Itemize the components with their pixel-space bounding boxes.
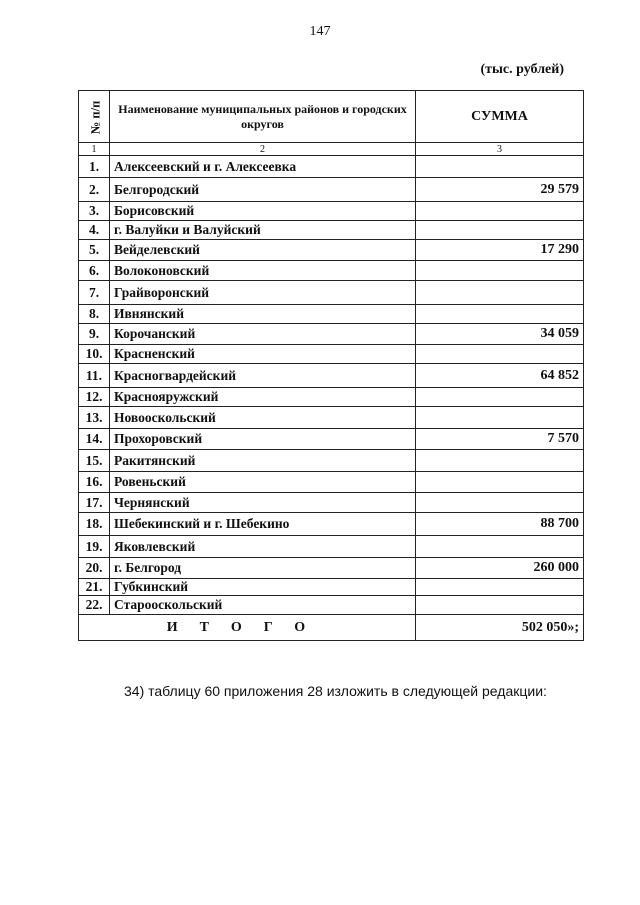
row-number: 13. xyxy=(79,407,110,429)
row-name: Прохоровский xyxy=(110,429,416,450)
row-number: 1. xyxy=(79,156,110,178)
row-name: Волоконовский xyxy=(110,261,416,281)
table-row xyxy=(79,305,584,324)
row-name: Алексеевский и г. Алексеевка xyxy=(110,156,416,178)
row-name: Ивнянский xyxy=(110,305,416,324)
table-row xyxy=(79,221,584,240)
row-name: г. Белгород xyxy=(110,558,416,579)
page-number: 147 xyxy=(309,24,331,39)
row-name: Ракитянский xyxy=(110,450,416,472)
row-sum: 7 570 xyxy=(416,429,584,450)
row-name: Вейделевский xyxy=(110,240,416,261)
row-name: Краснояружский xyxy=(110,388,416,407)
row-name: Красненский xyxy=(110,345,416,364)
row-sum: 260 000 xyxy=(416,558,584,579)
total-label: ИТОГО xyxy=(79,615,416,641)
table-row xyxy=(79,513,584,536)
table-row xyxy=(79,472,584,493)
row-number: 12. xyxy=(79,388,110,407)
row-sum xyxy=(416,156,584,178)
row-sum xyxy=(416,261,584,281)
row-number: 9. xyxy=(79,324,110,345)
column-index-row xyxy=(79,143,584,156)
row-name: Шебекинский и г. Шебекино xyxy=(110,513,416,536)
row-name: Ровеньский xyxy=(110,472,416,493)
row-sum xyxy=(416,493,584,513)
table-row xyxy=(79,364,584,388)
table-row xyxy=(79,156,584,178)
row-number: 6. xyxy=(79,261,110,281)
row-name: Красногвардейский xyxy=(110,364,416,388)
table-row xyxy=(79,261,584,281)
row-sum xyxy=(416,202,584,221)
header-number: № п/п xyxy=(79,91,110,143)
table-row xyxy=(79,281,584,305)
row-number: 11. xyxy=(79,364,110,388)
row-name: Новооскольский xyxy=(110,407,416,429)
table-row xyxy=(79,493,584,513)
total-row xyxy=(79,615,584,641)
row-sum xyxy=(416,305,584,324)
table-row xyxy=(79,450,584,472)
municipal-sums-table xyxy=(78,90,584,641)
table-row xyxy=(79,202,584,221)
row-number: 17. xyxy=(79,493,110,513)
row-sum xyxy=(416,221,584,240)
table-row xyxy=(79,558,584,579)
row-name: Борисовский xyxy=(110,202,416,221)
row-sum xyxy=(416,345,584,364)
row-number: 16. xyxy=(79,472,110,493)
row-sum xyxy=(416,472,584,493)
row-name: Корочанский xyxy=(110,324,416,345)
table-row xyxy=(79,579,584,596)
row-number: 15. xyxy=(79,450,110,472)
row-name: Грайворонский xyxy=(110,281,416,305)
row-sum: 88 700 xyxy=(416,513,584,536)
table-row xyxy=(79,345,584,364)
row-number: 5. xyxy=(79,240,110,261)
table-row xyxy=(79,429,584,450)
row-sum: 29 579 xyxy=(416,178,584,202)
row-number: 3. xyxy=(79,202,110,221)
row-name: г. Валуйки и Валуйский xyxy=(110,221,416,240)
row-name: Чернянский xyxy=(110,493,416,513)
row-number: 19. xyxy=(79,536,110,558)
total-sum: 502 050»; xyxy=(416,615,584,641)
row-number: 4. xyxy=(79,221,110,240)
column-index: 2 xyxy=(110,143,416,156)
table-row xyxy=(79,178,584,202)
row-sum xyxy=(416,596,584,615)
row-sum: 17 290 xyxy=(416,240,584,261)
row-sum xyxy=(416,388,584,407)
row-number: 22. xyxy=(79,596,110,615)
row-number: 2. xyxy=(79,178,110,202)
row-name: Яковлевский xyxy=(110,536,416,558)
row-sum: 34 059 xyxy=(416,324,584,345)
instruction-text: 34) таблицу 60 приложения 28 изложить в следующей редакции: xyxy=(124,683,547,699)
table-row xyxy=(79,240,584,261)
row-name: Белгородский xyxy=(110,178,416,202)
table-row xyxy=(79,324,584,345)
row-number: 8. xyxy=(79,305,110,324)
column-index: 3 xyxy=(416,143,584,156)
row-sum xyxy=(416,281,584,305)
row-sum xyxy=(416,579,584,596)
row-sum xyxy=(416,536,584,558)
row-number: 20. xyxy=(79,558,110,579)
table-row xyxy=(79,407,584,429)
row-number: 18. xyxy=(79,513,110,536)
row-name: Старооскольский xyxy=(110,596,416,615)
row-number: 7. xyxy=(79,281,110,305)
table-row xyxy=(79,596,584,615)
row-number: 10. xyxy=(79,345,110,364)
column-index: 1 xyxy=(79,143,110,156)
row-name: Губкинский xyxy=(110,579,416,596)
row-sum: 64 852 xyxy=(416,364,584,388)
header-name: Наименование муниципальных районов и городских округов xyxy=(110,91,416,143)
row-sum xyxy=(416,407,584,429)
table-row xyxy=(79,388,584,407)
row-number: 14. xyxy=(79,429,110,450)
table-row xyxy=(79,536,584,558)
row-sum xyxy=(416,450,584,472)
units-label: (тыс. рублей) xyxy=(480,62,564,77)
row-number: 21. xyxy=(79,579,110,596)
header-sum: СУММА xyxy=(416,91,584,143)
